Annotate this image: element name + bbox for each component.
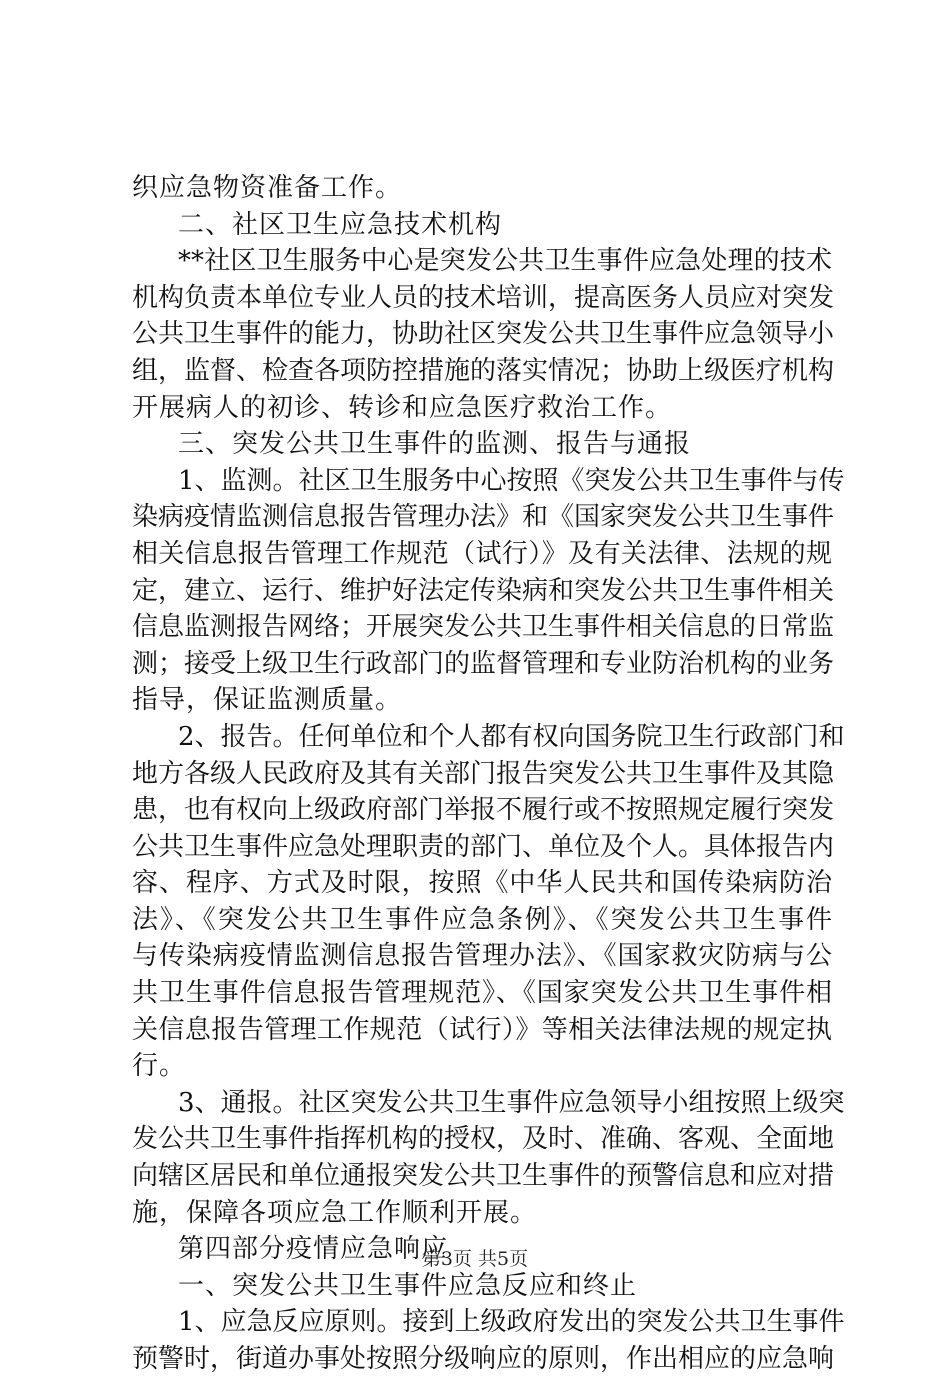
text-line: 患，也有权向上级政府部门举报不履行或不按照规定履行突发 [132,795,835,826]
text-line: 与传染病疫情监测信息报告管理办法》、《国家救灾防病与公 [132,941,832,972]
text-line: 公共卫生事件的能力，协助社区突发公共卫生事件应急领导小 [132,319,835,350]
text-line: 测；接受上级卫生行政部门的监督管理和专业防治机构的业务 [132,648,835,679]
text-line: 施，保障各项应急工作顺利开展。 [132,1197,538,1228]
text-line: 定，建立、运行、维护好法定传染病和突发公共卫生事件相关 [132,575,835,606]
text-line: 染病疫情监测信息报告管理办法》和《国家突发公共卫生事件 [132,502,835,533]
text-line: 三、突发公共卫生事件的监测、报告与通报 [178,429,692,460]
text-line: 织应急物资准备工作。 [132,173,403,203]
page-footer: 第3页 共5页 [421,1248,529,1270]
document-body [132,170,845,1378]
text-line: 二、社区卫生应急技术机构 [178,209,503,240]
text-line: 组，监督、检查各项防控措施的落实情况；协助上级医疗机构 [132,355,835,386]
text-line: 发公共卫生事件指挥机构的授权，及时、准确、客观、全面地 [132,1124,835,1155]
text-line: 指导，保证监测质量。 [132,685,403,716]
text-line: 2、报告。任何单位和个人都有权向国务院卫生行政部门和 [178,721,845,752]
text-line: 预警时，街道办事处按照分级响应的原则，作出相应的应急响 [132,1344,835,1374]
text-line: 地方各级人民政府及其有关部门报告突发公共卫生事件及其隐 [132,758,835,789]
text-line: 机构负责本单位专业人员的技术培训，提高医务人员应对突发 [132,282,835,313]
text-line: 行。 [132,1051,187,1082]
text-line: 3、通报。社区突发公共卫生事件应急领导小组按照上级突 [178,1087,845,1118]
text-line: 1、应急反应原则。接到上级政府发出的突发公共卫生事件 [178,1307,845,1338]
text-line: 一、突发公共卫生事件应急反应和终止 [178,1270,638,1301]
text-line: 信息监测报告网络；开展突发公共卫生事件相关信息的日常监 [132,612,835,643]
text-line: 第四部分疫情应急响应 [178,1234,449,1265]
text-line: 共卫生事件信息报告管理规范》、《国家突发公共卫生事件相 [132,978,832,1009]
text-line: 容、程序、方式及时限，按照《中华人民共和国传染病防治 [132,868,832,899]
text-line: 相关信息报告管理工作规范（试行）》及有关法律、法规的规 [132,538,832,569]
text-line: **社区卫生服务中心是突发公共卫生事件应急处理的技术 [178,246,832,277]
text-line: 法》、《突发公共卫生事件应急条例》、《突发公共卫生事件 [132,904,832,935]
text-line: 1、监测。社区卫生服务中心按照《突发公共卫生事件与传 [178,465,845,496]
text-line: 公共卫生事件应急处理职责的部门、单位及个人。具体报告内 [132,831,835,862]
text-line: 开展病人的初诊、转诊和应急医疗救治工作。 [132,392,673,423]
text-line: 向辖区居民和单位通报突发公共卫生事件的预警信息和应对措 [132,1161,835,1192]
text-line: 关信息报告管理工作规范（试行）》等相关法律法规的规定执 [132,1014,832,1045]
